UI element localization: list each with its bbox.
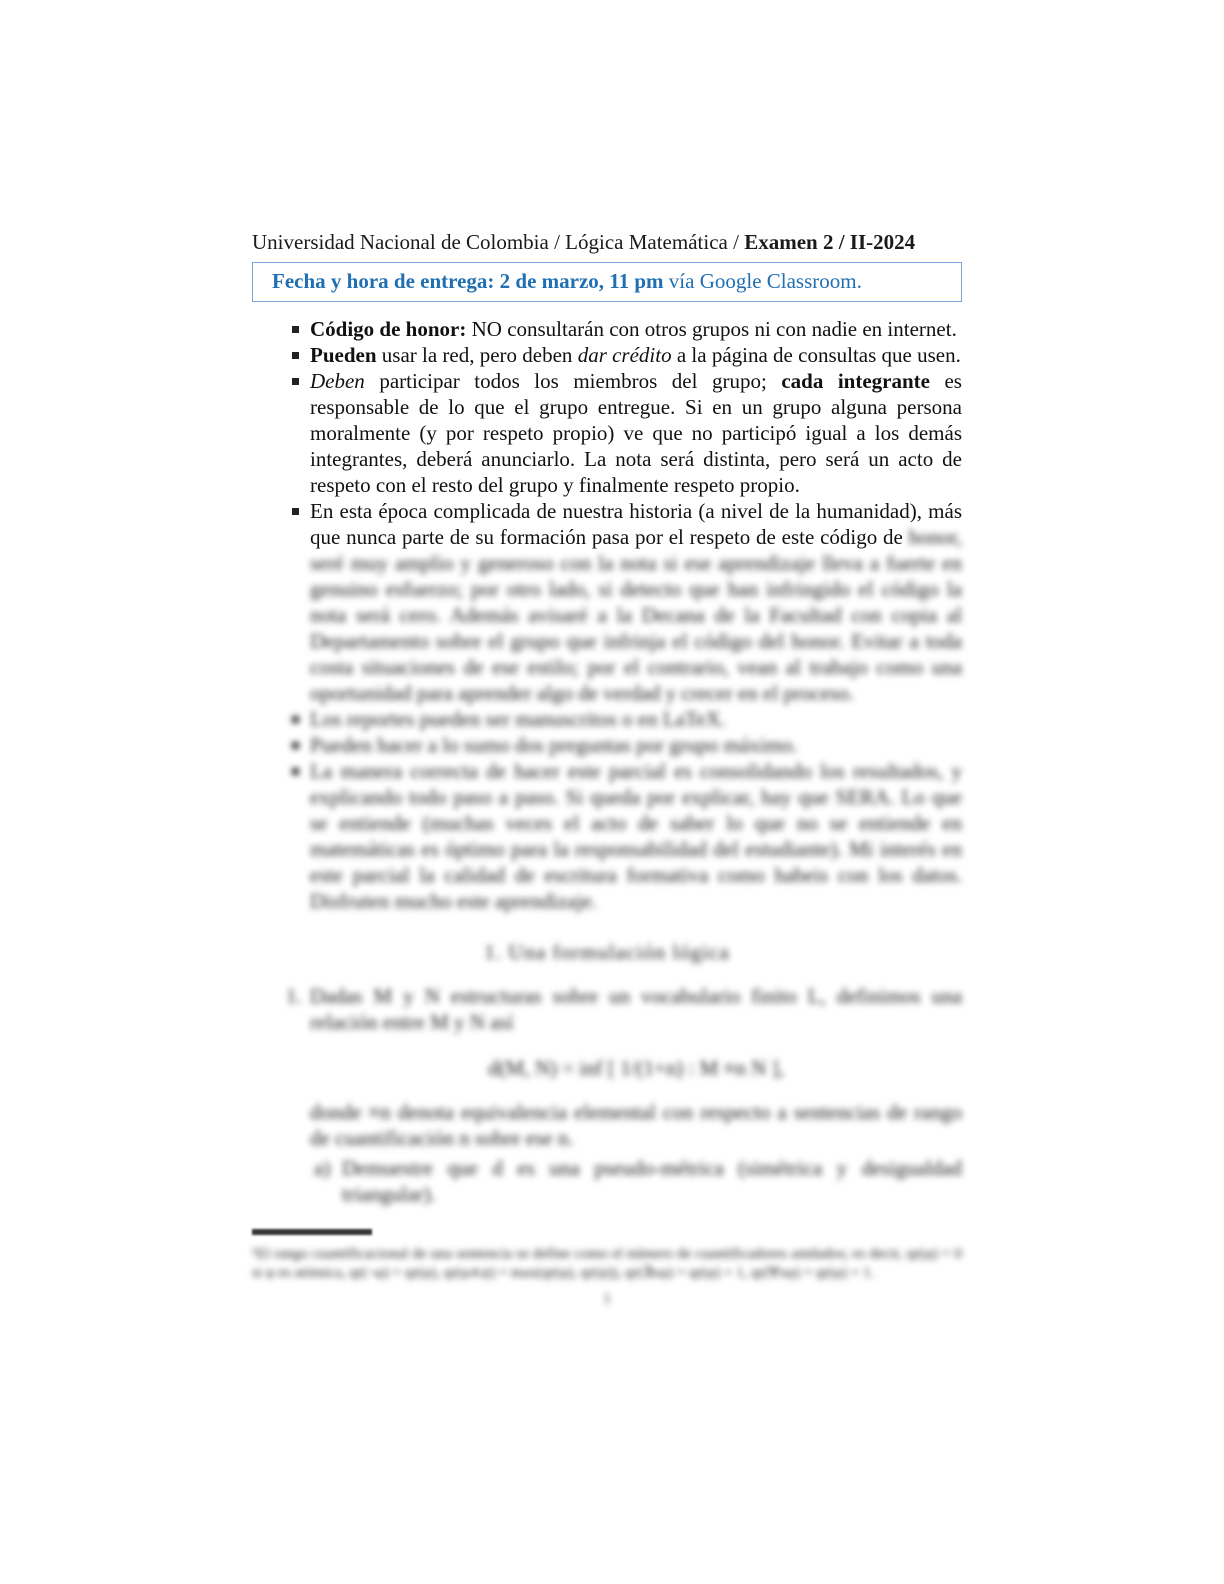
problem-after: donde ≡n denota equivalencia elemental con respecto a sentencias de rango de cuantificación n sobre ese n. bbox=[310, 1100, 962, 1150]
rule-web-use bbox=[252, 342, 962, 368]
bullet-icon bbox=[292, 508, 299, 515]
rule-text: usar la red, pero deben bbox=[376, 343, 578, 367]
problem-1 bbox=[252, 983, 962, 1151]
section-title: 1. Una formulación lógica bbox=[484, 940, 730, 964]
bullet-icon bbox=[292, 352, 299, 359]
rule-method bbox=[252, 758, 962, 914]
rule-text: a la página de consultas que usen. bbox=[671, 343, 961, 367]
rule-bold: Código de honor: bbox=[310, 317, 467, 341]
problem-formula: d(M, N) = inf [ 1/(1+n) : M ≡n N ], bbox=[488, 1056, 784, 1080]
rule-blurred-text: honor, seré muy amplio y generoso con la nota si ese aprendizaje lleva a fuerte en genuino esfuerzo; por otro lado, si detecto que han infringido el código la nota será cero. Además avisaré a la Decana de la Facultad con copia al Departamento sobre el grupo que infrinja el código del honor. Evitar a toda costa situaciones de ese estilo; por el contrario, vean al trabajo como una oportunidad para aprender algo de verdad y crecer en el proceso. bbox=[310, 525, 962, 705]
rule-blurred-text: Pueden hacer a lo sumo dos preguntas por grupo máximo. bbox=[310, 733, 798, 757]
rule-text: es responsable de lo que el grupo entregue. Si en un grupo alguna persona moralmente (y por respeto propio) ve que no participó igual a los demás integrantes, deberá anunciarlo. La nota será distinta, pero será un acto de respeto con el resto del grupo y finalmente respeto propio. bbox=[310, 369, 962, 497]
problem-subitem-a bbox=[252, 1155, 962, 1207]
rule-participation bbox=[252, 368, 962, 498]
subitem-label: a) bbox=[314, 1156, 331, 1180]
deadline-box bbox=[252, 262, 962, 302]
rule-honor-code bbox=[252, 316, 962, 342]
rules-list bbox=[252, 316, 962, 914]
document-header bbox=[252, 228, 962, 256]
rule-text: NO consultarán con otros grupos ni con nadie en internet. bbox=[466, 317, 957, 341]
rule-italic: Deben bbox=[310, 369, 365, 393]
rule-text: En esta época complicada de nuestra historia (a nivel de la humanidad), más que nunca parte de su formación pasa por el respeto de este código de bbox=[310, 499, 962, 549]
header-course: Universidad Nacional de Colombia / Lógica Matemática / bbox=[252, 230, 745, 254]
bullet-icon bbox=[292, 768, 299, 775]
document-page bbox=[252, 228, 962, 1308]
rule-blurred-text: La manera correcta de hacer este parcial es consolidando los resultados, y explicando todo paso a paso. Si queda por explicar, hay que SERA. Lo que se entiende (muchas veces el acto de saber lo que no se entiende en matemáticas es óptimo para la responsabilidad del estudiante). Mi interés en este parcial la calidad de escritura formativa como habeis con los datos. Disfruten mucho este aprendizaje. bbox=[310, 759, 962, 913]
rule-text: participar todos los miembros del grupo; bbox=[364, 369, 782, 393]
subitem-text: Demuestre que d es una pseudo-métrica (simétrica y desigualdad triangular). bbox=[342, 1156, 962, 1206]
rule-bold: cada integrante bbox=[781, 369, 930, 393]
rule-respect bbox=[252, 498, 962, 706]
deadline-via: vía Google Classroom. bbox=[663, 269, 862, 293]
rule-questions bbox=[252, 732, 962, 758]
problem-number: 1. bbox=[286, 984, 302, 1008]
bullet-icon bbox=[292, 326, 299, 333]
rule-blurred-text: Los reportes pueden ser manuscritos o en LaTeX. bbox=[310, 707, 727, 731]
page-number: 1 bbox=[603, 1291, 611, 1307]
rule-format bbox=[252, 706, 962, 732]
footnote-divider bbox=[252, 1229, 372, 1235]
problem-intro: Dadas M y N estructuras sobre un vocabulario finito L, definimos una relación entre M y N así bbox=[310, 984, 962, 1034]
bullet-icon bbox=[292, 378, 299, 385]
footnote: ¹El rango cuantificacional de una sentencia se define como el número de cuantificadores anidados; es decir, qr(φ) = 0 si φ es atómica, qr(¬φ) = qr(φ), qr(φ∧ψ) = max(qr(φ), qr(ψ)), qr(∃xφ) = qr(φ) + 1, qr(∀xφ) = qr(φ) + 1. bbox=[252, 1246, 962, 1281]
bullet-icon bbox=[292, 742, 299, 749]
rule-italic: dar crédito bbox=[577, 343, 672, 367]
rule-bold: Pueden bbox=[310, 343, 377, 367]
header-exam: Examen 2 / II-2024 bbox=[744, 230, 916, 254]
deadline-label: Fecha y hora de entrega: 2 de marzo, 11 pm bbox=[272, 269, 664, 293]
bullet-icon bbox=[292, 716, 299, 723]
